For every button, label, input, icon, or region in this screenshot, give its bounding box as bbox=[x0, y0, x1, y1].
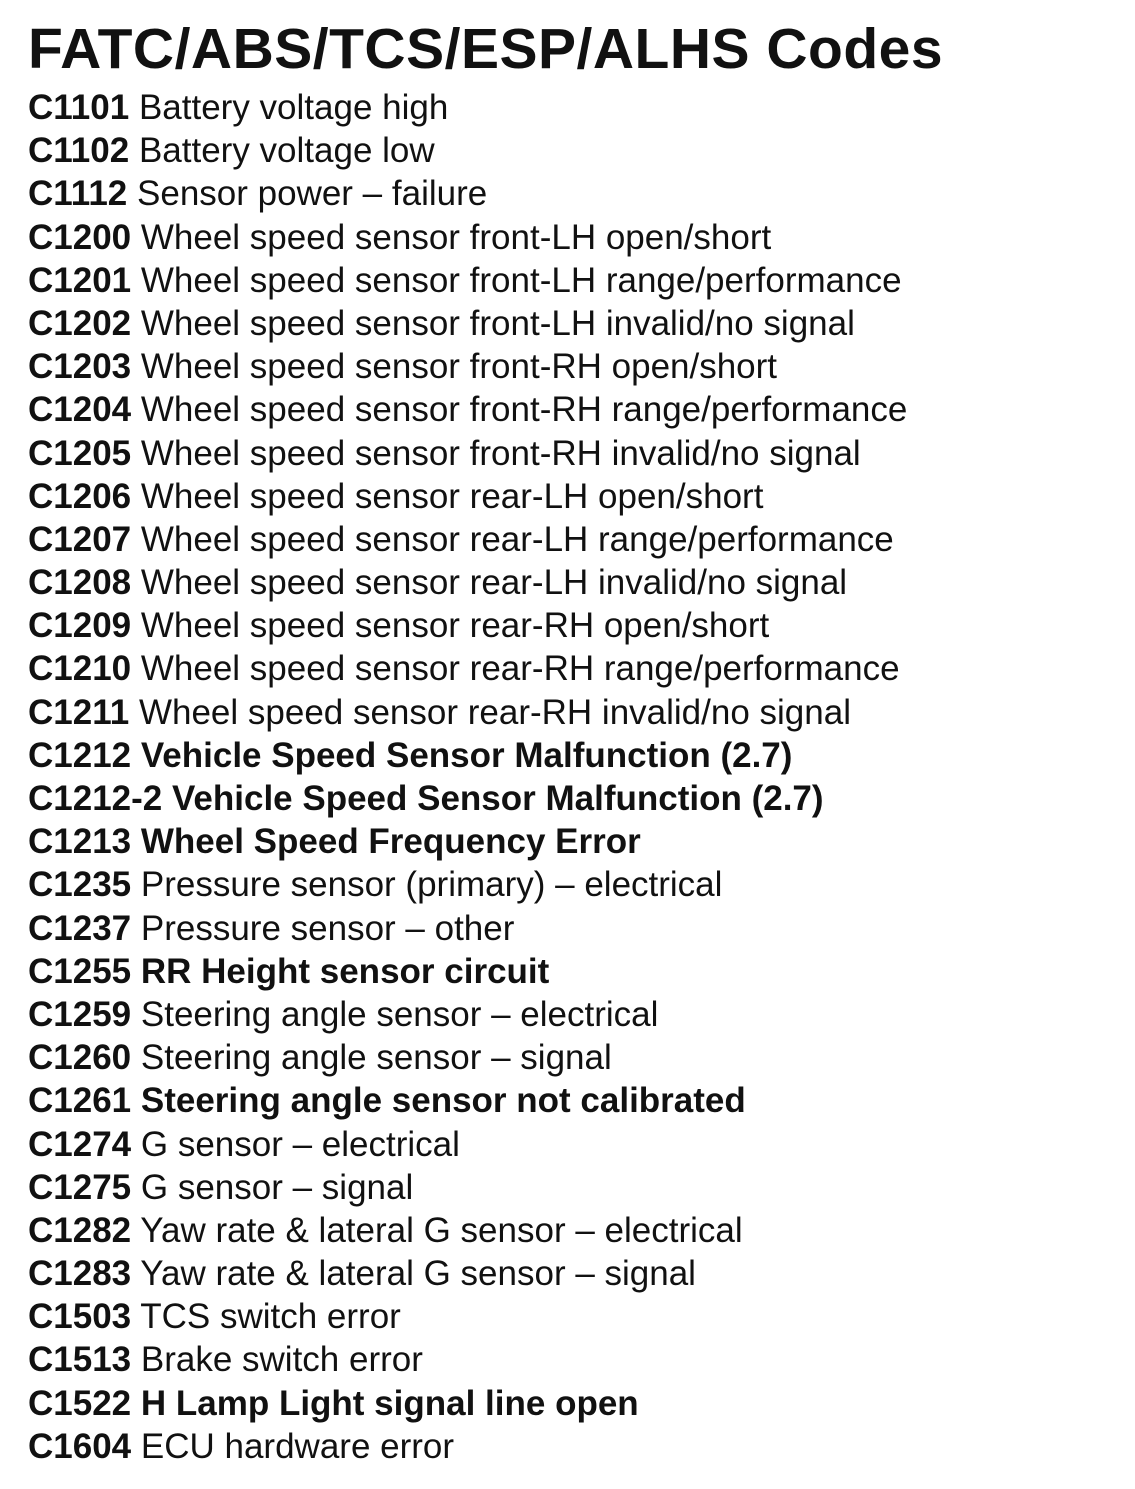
code-description: Wheel speed sensor front-RH range/performance bbox=[140, 390, 908, 430]
code-description: Vehicle Speed Sensor Malfunction (2.7) bbox=[140, 735, 793, 775]
code-number: C1282 bbox=[28, 1210, 132, 1250]
code-row bbox=[28, 1123, 1118, 1166]
code-description: Steering angle sensor – electrical bbox=[140, 994, 659, 1034]
code-row bbox=[28, 216, 1118, 259]
code-number: C1202 bbox=[28, 303, 132, 343]
code-description: Sensor power – failure bbox=[137, 174, 488, 214]
code-row bbox=[28, 1252, 1118, 1295]
code-description: Brake switch error bbox=[140, 1340, 423, 1380]
code-number: C1235 bbox=[28, 865, 132, 905]
code-description: Steering angle sensor – signal bbox=[140, 1038, 612, 1078]
code-description: Vehicle Speed Sensor Malfunction (2.7) bbox=[172, 779, 824, 818]
code-row bbox=[28, 820, 1118, 863]
code-row bbox=[28, 302, 1118, 345]
code-number: C1212-2 bbox=[28, 779, 163, 818]
code-description: Wheel speed sensor front-RH invalid/no signal bbox=[140, 433, 861, 473]
code-description: ECU hardware error bbox=[140, 1426, 455, 1466]
code-row bbox=[28, 907, 1118, 950]
code-sheet bbox=[28, 14, 1118, 1468]
code-row bbox=[28, 950, 1118, 993]
code-number: C1203 bbox=[28, 347, 132, 387]
code-number: C1201 bbox=[28, 260, 132, 300]
code-number: C1274 bbox=[28, 1124, 132, 1164]
code-description: Wheel speed sensor rear-RH open/short bbox=[140, 606, 770, 646]
code-description: G sensor – electrical bbox=[140, 1124, 460, 1164]
code-description: Yaw rate & lateral G sensor – electrical bbox=[140, 1210, 743, 1250]
code-row bbox=[28, 388, 1118, 431]
code-number: C1522 bbox=[28, 1383, 132, 1423]
code-row bbox=[28, 259, 1118, 302]
code-row bbox=[28, 475, 1118, 518]
code-description: Battery voltage high bbox=[138, 88, 449, 127]
code-number: C1211 bbox=[28, 692, 130, 732]
code-description: Wheel speed sensor front-LH invalid/no signal bbox=[140, 303, 855, 343]
code-row bbox=[28, 691, 1118, 734]
code-number: C1261 bbox=[28, 1081, 132, 1121]
code-row bbox=[28, 777, 1118, 820]
code-row bbox=[28, 1036, 1118, 1079]
code-row bbox=[28, 345, 1118, 388]
code-row bbox=[28, 561, 1118, 604]
code-number: C1205 bbox=[28, 433, 132, 473]
code-row bbox=[28, 172, 1118, 215]
code-row bbox=[28, 1295, 1118, 1338]
code-number: C1101 bbox=[28, 88, 130, 127]
code-row bbox=[28, 1166, 1118, 1209]
code-row bbox=[28, 993, 1118, 1036]
code-number: C1503 bbox=[28, 1297, 132, 1337]
code-number: C1209 bbox=[28, 606, 132, 646]
code-row bbox=[28, 432, 1118, 475]
code-number: C1213 bbox=[28, 822, 132, 862]
code-number: C1102 bbox=[28, 131, 130, 171]
code-description: Battery voltage low bbox=[138, 131, 435, 171]
code-number: C1210 bbox=[28, 649, 132, 689]
code-list bbox=[28, 86, 1118, 1468]
code-number: C1513 bbox=[28, 1340, 132, 1380]
page-title: FATC/ABS/TCS/ESP/ALHS Codes bbox=[28, 17, 944, 81]
code-row bbox=[28, 1079, 1118, 1122]
code-number: C1212 bbox=[28, 735, 132, 775]
code-number: C1204 bbox=[28, 390, 132, 430]
code-number: C1207 bbox=[28, 519, 132, 559]
code-row bbox=[28, 734, 1118, 777]
code-number: C1255 bbox=[28, 951, 132, 991]
code-description: Yaw rate & lateral G sensor – signal bbox=[140, 1254, 696, 1294]
code-number: C1275 bbox=[28, 1167, 132, 1207]
code-row bbox=[28, 1425, 1118, 1468]
code-number: C1259 bbox=[28, 994, 132, 1034]
code-description: G sensor – signal bbox=[140, 1167, 414, 1207]
code-description: Wheel speed sensor rear-LH open/short bbox=[140, 476, 764, 516]
code-number: C1112 bbox=[28, 174, 128, 214]
code-description: Wheel speed sensor rear-LH range/performance bbox=[140, 519, 894, 559]
code-number: C1208 bbox=[28, 563, 132, 603]
code-description: Wheel Speed Frequency Error bbox=[140, 822, 641, 862]
code-description: Wheel speed sensor rear-LH invalid/no signal bbox=[140, 563, 848, 603]
code-row bbox=[28, 86, 1118, 129]
code-number: C1260 bbox=[28, 1038, 132, 1078]
code-number: C1206 bbox=[28, 476, 132, 516]
code-description: Wheel speed sensor front-LH open/short bbox=[140, 217, 772, 257]
code-row bbox=[28, 1209, 1118, 1252]
code-row bbox=[28, 647, 1118, 690]
code-number: C1283 bbox=[28, 1254, 132, 1294]
code-description: Steering angle sensor not calibrated bbox=[140, 1081, 746, 1121]
code-description: Wheel speed sensor front-RH open/short bbox=[140, 347, 778, 387]
code-number: C1200 bbox=[28, 217, 132, 257]
code-row bbox=[28, 129, 1118, 172]
code-description: Pressure sensor – other bbox=[140, 908, 515, 948]
code-row bbox=[28, 1382, 1118, 1425]
code-description: TCS switch error bbox=[140, 1297, 401, 1337]
code-row bbox=[28, 863, 1118, 906]
code-row bbox=[28, 1338, 1118, 1381]
code-row bbox=[28, 604, 1118, 647]
code-description: H Lamp Light signal line open bbox=[140, 1383, 639, 1423]
code-description: Pressure sensor (primary) – electrical bbox=[140, 865, 723, 905]
code-description: RR Height sensor circuit bbox=[140, 951, 550, 991]
code-number: C1604 bbox=[28, 1426, 132, 1466]
code-description: Wheel speed sensor front-LH range/performance bbox=[140, 260, 902, 300]
code-description: Wheel speed sensor rear-RH range/performance bbox=[140, 649, 900, 689]
code-description: Wheel speed sensor rear-RH invalid/no signal bbox=[138, 692, 851, 732]
code-row bbox=[28, 518, 1118, 561]
code-number: C1237 bbox=[28, 908, 132, 948]
